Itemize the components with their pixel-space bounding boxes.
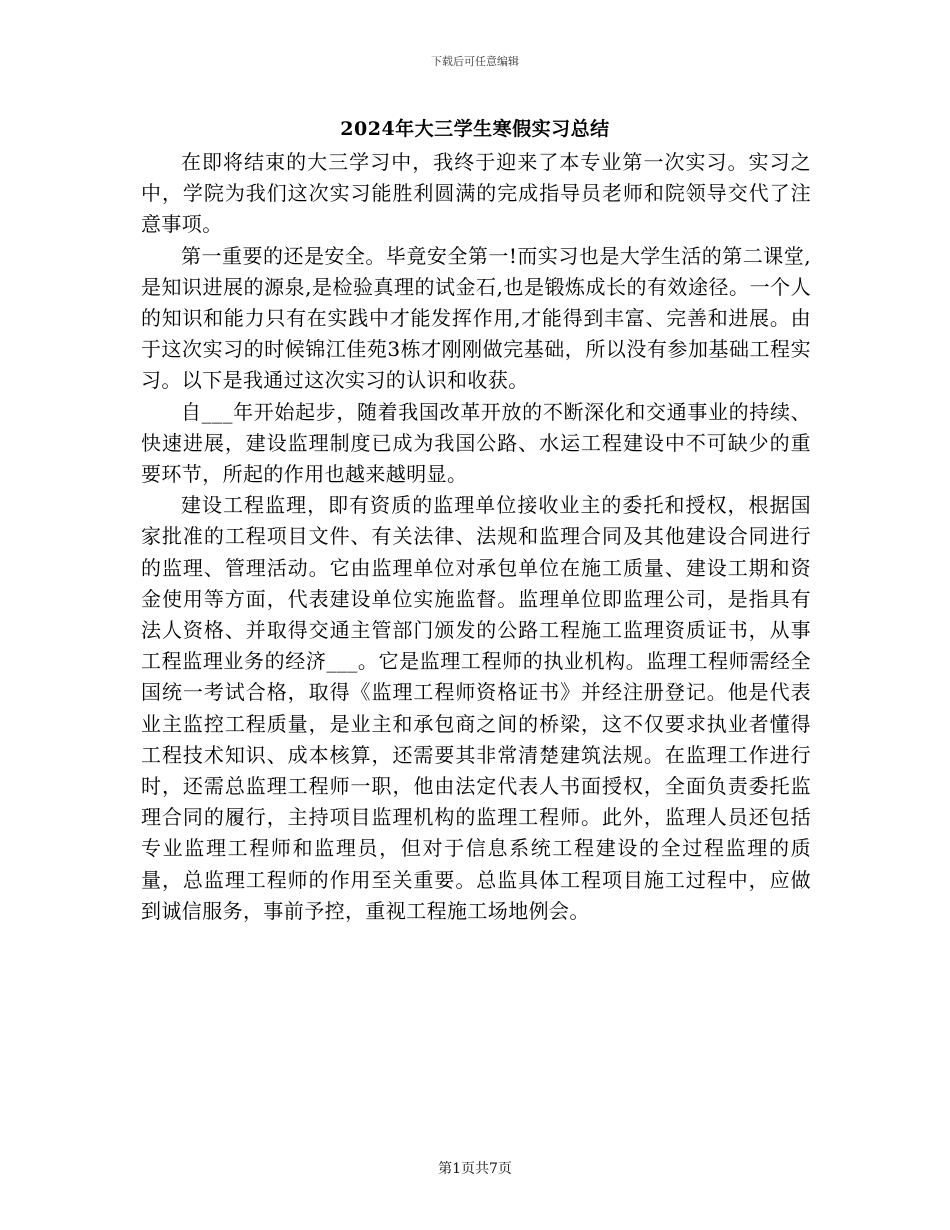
paragraph: 第一重要的还是安全。毕竟安全第一!而实习也是大学生活的第二课堂,是知识进展的源泉,是检验真理的试金石,也是锻炼成长的有效途径。一个人的知识和能力只有在实践中才能发挥作用,才能得到丰富、完善和进展。由于这次实习的时候锦江佳苑3栋才刚刚做完基础，所以没有参加基础工程实习。以下是我通过这次实习的认识和收获。 <box>141 243 811 393</box>
paragraph: 自___年开始起步，随着我国改革开放的不断深化和交通事业的持续、快速进展，建设监理制度已成为我国公路、水运工程建设中不可缺少的重要环节，所起的作用也越来越明显。 <box>141 399 811 487</box>
page-number: 第1页共7页 <box>438 1161 512 1177</box>
paragraph: 在即将结束的大三学习中，我终于迎来了本专业第一次实习。实习之中，学院为我们这次实习能胜利圆满的完成指导员老师和院领导交代了注意事项。 <box>141 150 811 237</box>
paragraph: 建设工程监理，即有资质的监理单位接收业主的委托和授权，根据国家批准的工程项目文件、有关法律、法规和监理合同及其他建设合同进行的监理、管理活动。它由监理单位对承包单位在施工质量、建设工期和资金使用等方面，代表建设单位实施监督。监理单位即监理公司，是指具有法人资格、并取得交通主管部门颁发的公路工程施工监理资质证书，从事工程监理业务的经济___。它是监理工程师的执业机构。监理工程师需经全国统一考试合格，取得《监理工程师资格证书》并经注册登记。他是代表业主监控工程质量，是业主和承包商之间的桥梁，这不仅要求执业者懂得工程技术知识、成本核算，还需要其非常清楚建筑法规。在监理工作进行时，还需总监理工程师一职，他由法定代表人书面授权，全面负责委托监理合同的履行，主持项目监理机构的监理工程师。此外，监理人员还包括专业监理工程师和监理员，但对于信息系统工程建设的全过程监理的质量，总监理工程师的作用至关重要。总监具体工程项目施工过程中，应做到诚信服务，事前予控，重视工程施工场地例会。 <box>141 493 811 923</box>
document-title: 2024年大三学生寒假实习总结 <box>340 118 610 140</box>
page-header: 下载后可任意编辑 <box>431 55 519 68</box>
document-body <box>141 147 811 927</box>
